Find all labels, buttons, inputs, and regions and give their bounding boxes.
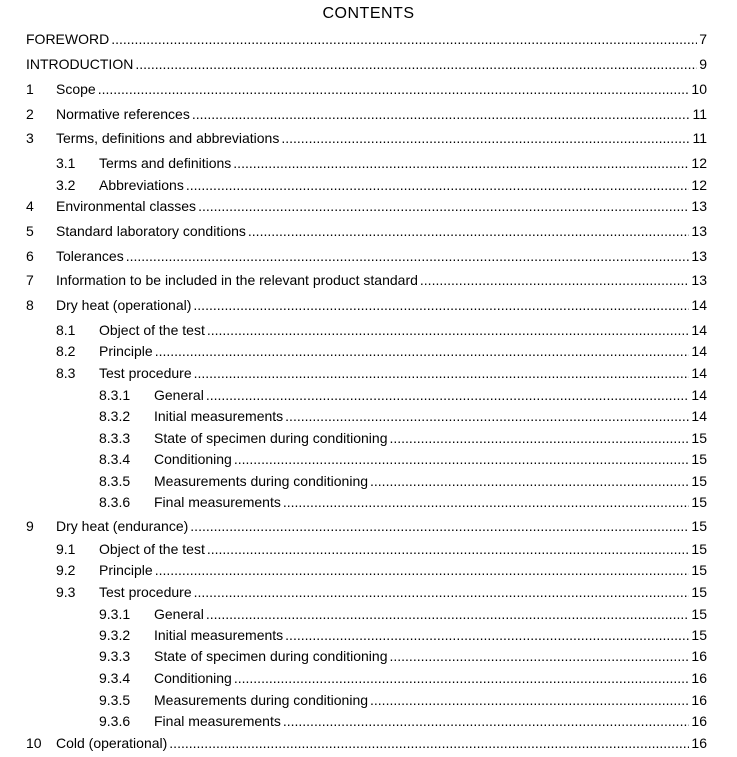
toc-entry-label: Object of the test: [99, 541, 205, 557]
toc-entry-number: 6: [26, 248, 34, 264]
toc-entry-number: 9.1: [56, 541, 76, 557]
toc-entry-number: 8.3.5: [99, 473, 131, 489]
toc-entry[interactable]: [56, 321, 707, 339]
toc-entry-label: Conditioning: [154, 670, 232, 686]
toc-entry-label: Initial measurements: [154, 408, 284, 424]
toc-entry-label: Tolerances: [56, 248, 124, 264]
toc-entry-number: 1: [26, 81, 34, 97]
toc-entry-page: 15: [691, 627, 707, 643]
dot-leader: [370, 472, 689, 490]
dot-leader: [192, 105, 691, 123]
dot-leader: [281, 129, 690, 147]
dot-leader: [198, 197, 689, 215]
toc-entry-page: 15: [691, 518, 707, 534]
dot-leader: [283, 493, 690, 511]
dot-leader: [206, 386, 690, 404]
toc-entry[interactable]: [99, 493, 707, 511]
toc-entry-page: 16: [691, 735, 707, 751]
dot-leader: [186, 176, 690, 194]
toc-entry-label: Principle: [99, 343, 153, 359]
toc-entry[interactable]: [26, 129, 707, 147]
toc-entry-number: 9.3.3: [99, 648, 131, 664]
toc-entry[interactable]: [56, 364, 707, 382]
toc-entry-label: Measurements during conditioning: [154, 473, 369, 489]
toc-entry-number: 9.3: [56, 584, 76, 600]
dot-leader: [111, 30, 697, 48]
toc-entry-label: INTRODUCTION: [26, 56, 134, 72]
toc-entry-number: 9.3.2: [99, 627, 131, 643]
dot-leader: [169, 734, 689, 752]
toc-entry-label: Object of the test: [99, 322, 205, 338]
toc-entry-page: 14: [691, 408, 707, 424]
toc-entry-number: 2: [26, 106, 34, 122]
toc-entry-page: 15: [691, 451, 707, 467]
toc-entry-number: 9.3.5: [99, 692, 131, 708]
toc-entry-page: 14: [691, 365, 707, 381]
toc-entry-label: Environmental classes: [56, 198, 197, 214]
toc-entry-page: 15: [691, 473, 707, 489]
dot-leader: [194, 364, 690, 382]
toc-entry[interactable]: [26, 271, 707, 289]
dot-leader: [135, 55, 697, 73]
dot-leader: [126, 247, 690, 265]
toc-entry[interactable]: [99, 691, 707, 709]
toc-entry-number: 9.2: [56, 562, 76, 578]
toc-entry-number: 7: [26, 272, 34, 288]
toc-entry-page: 15: [691, 584, 707, 600]
toc-entry-number: 9.3.6: [99, 713, 131, 729]
toc-entry-page: 13: [691, 198, 707, 214]
toc-entry[interactable]: [26, 55, 707, 73]
dot-leader: [98, 80, 690, 98]
toc-entry-page: 16: [691, 713, 707, 729]
toc-entry-page: 16: [691, 670, 707, 686]
toc-entry-number: 8.3.4: [99, 451, 131, 467]
toc-entry-label: FOREWORD: [26, 31, 110, 47]
dot-leader: [190, 517, 689, 535]
toc-entry-label: Test procedure: [99, 365, 192, 381]
toc-entry-label: Scope: [56, 81, 96, 97]
toc-entry-label: State of specimen during conditioning: [154, 430, 388, 446]
dot-leader: [233, 154, 689, 172]
toc-entry[interactable]: [26, 80, 707, 98]
toc-entry-number: 3: [26, 130, 34, 146]
toc-entry[interactable]: [99, 626, 707, 644]
toc-entry-page: 13: [691, 272, 707, 288]
dot-leader: [285, 626, 689, 644]
toc-entry[interactable]: [99, 472, 707, 490]
toc-entry-page: 14: [691, 387, 707, 403]
toc-entry-page: 11: [692, 106, 707, 122]
toc-entry-number: 8.3: [56, 365, 76, 381]
dot-leader: [155, 342, 690, 360]
toc-entry-label: State of specimen during conditioning: [154, 648, 388, 664]
toc-entry-label: Principle: [99, 562, 153, 578]
toc-entry[interactable]: [56, 342, 707, 360]
toc-entry-page: 15: [691, 430, 707, 446]
dot-leader: [207, 540, 690, 558]
toc-entry-label: Cold (operational): [56, 735, 168, 751]
dot-leader: [370, 691, 689, 709]
toc-entry[interactable]: [56, 561, 707, 579]
toc-entry-label: Conditioning: [154, 451, 232, 467]
toc-entry[interactable]: [99, 647, 707, 665]
page-title: CONTENTS: [322, 5, 415, 22]
dot-leader: [420, 271, 690, 289]
toc-entry-number: 9.3.1: [99, 606, 131, 622]
toc-entry-number: 8.1: [56, 322, 76, 338]
toc-entry-label: Dry heat (operational): [56, 297, 192, 313]
toc-entry-page: 15: [691, 494, 707, 510]
toc-entry[interactable]: [99, 605, 707, 623]
toc-entry-label: General: [154, 387, 204, 403]
toc-entry-page: 13: [691, 248, 707, 264]
toc-entry-label: Dry heat (endurance): [56, 518, 189, 534]
toc-entry[interactable]: [99, 450, 707, 468]
toc-entry-label: General: [154, 606, 204, 622]
toc-entry-label: Standard laboratory conditions: [56, 223, 246, 239]
toc-entry-label: Final measurements: [154, 494, 281, 510]
toc-entry-number: 8.3.1: [99, 387, 131, 403]
toc-entry[interactable]: [56, 154, 707, 172]
toc-entry-label: Information to be included in the relevant product standard: [56, 272, 418, 288]
toc-entry[interactable]: [99, 712, 707, 730]
dot-leader: [285, 407, 689, 425]
toc-entry[interactable]: [99, 386, 707, 404]
dot-leader: [193, 296, 689, 314]
toc-entry-page: 15: [691, 606, 707, 622]
toc-entry-number: 3.2: [56, 177, 76, 193]
toc-entry[interactable]: [26, 296, 707, 314]
toc-entry-number: 8.3.2: [99, 408, 131, 424]
toc-entry-label: Terms, definitions and abbreviations: [56, 130, 280, 146]
toc-entry[interactable]: [26, 222, 707, 240]
toc-entry[interactable]: [99, 429, 707, 447]
dot-leader: [155, 561, 690, 579]
toc-entry-page: 14: [691, 297, 707, 313]
toc-entry[interactable]: [56, 176, 707, 194]
toc-entry-number: 8: [26, 297, 34, 313]
toc-entry[interactable]: [56, 540, 707, 558]
toc-entry-page: 14: [691, 322, 707, 338]
toc-entry-number: 8.2: [56, 343, 76, 359]
toc-entry-page: 12: [691, 155, 707, 171]
toc-entry-label: Terms and definitions: [99, 155, 232, 171]
toc-entry-number: 5: [26, 223, 34, 239]
toc-entry[interactable]: [26, 30, 707, 48]
toc-entry[interactable]: [26, 105, 707, 123]
toc-entry-number: 8.3.6: [99, 494, 131, 510]
toc-entry-number: 4: [26, 198, 34, 214]
toc-entry-page: 14: [691, 343, 707, 359]
dot-leader: [194, 583, 690, 601]
toc-entry[interactable]: [99, 669, 707, 687]
toc-entry[interactable]: [56, 583, 707, 601]
toc-entry-page: 7: [699, 31, 707, 47]
toc-entry-number: 9: [26, 518, 34, 534]
toc-entry-page: 15: [691, 541, 707, 557]
toc-entry[interactable]: [26, 517, 707, 535]
dot-leader: [389, 429, 689, 447]
toc-entry-label: Measurements during conditioning: [154, 692, 369, 708]
toc-entry-label: Final measurements: [154, 713, 281, 729]
toc-entry-number: 8.3.3: [99, 430, 131, 446]
toc-entry-page: 15: [691, 562, 707, 578]
dot-leader: [389, 647, 689, 665]
dot-leader: [234, 669, 690, 687]
toc-entry-label: Abbreviations: [99, 177, 184, 193]
dot-leader: [206, 605, 690, 623]
toc-entry-number: 9.3.4: [99, 670, 131, 686]
toc-entry-page: 10: [691, 81, 707, 97]
toc-entry-page: 12: [691, 177, 707, 193]
toc-entry-number: 10: [26, 735, 42, 751]
dot-leader: [248, 222, 690, 240]
toc-entry-page: 16: [691, 648, 707, 664]
toc-entry[interactable]: [26, 247, 707, 265]
dot-leader: [234, 450, 690, 468]
toc-entry-label: Normative references: [56, 106, 190, 122]
toc-entry-page: 13: [691, 223, 707, 239]
toc-entry-number: 3.1: [56, 155, 76, 171]
dot-leader: [207, 321, 690, 339]
toc-entry-page: 9: [699, 56, 707, 72]
dot-leader: [283, 712, 690, 730]
toc-entry[interactable]: [26, 197, 707, 215]
toc-entry[interactable]: [99, 407, 707, 425]
toc-entry-label: Test procedure: [99, 584, 192, 600]
toc-entry-page: 11: [692, 130, 707, 146]
toc-entry[interactable]: [26, 734, 707, 752]
toc-entry-page: 16: [691, 692, 707, 708]
toc-entry-label: Initial measurements: [154, 627, 284, 643]
